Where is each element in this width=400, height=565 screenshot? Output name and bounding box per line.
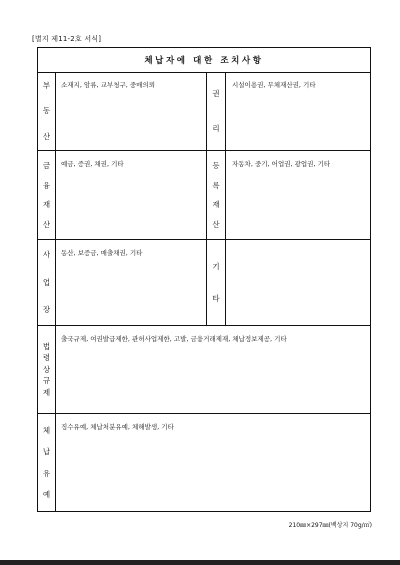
row-legal-regulation bbox=[38, 326, 370, 414]
deferment-content: 징수유예, 체납처분유예, 체해발생, 기타 bbox=[61, 423, 174, 431]
form-title: 체납자에 대한 조치사항 bbox=[144, 56, 264, 66]
label-business: 사 업 장 bbox=[38, 240, 56, 325]
measures-form bbox=[37, 47, 371, 512]
row-real-estate-rights bbox=[38, 72, 370, 151]
real-estate-content: 소재지, 암류, 교부청구, 중매의뢰 bbox=[61, 81, 156, 89]
label-real-estate: 부 동 산 bbox=[38, 72, 56, 150]
business-content: 동산, 보증금, 매출채권, 기타 bbox=[61, 249, 143, 257]
row-deferment bbox=[38, 414, 370, 511]
label-legal-regulation: 법 령 상 규 제 bbox=[38, 326, 56, 413]
registered-content: 자동차, 중기, 어업권, 광업권, 기타 bbox=[232, 160, 331, 168]
bottom-divider bbox=[0, 560, 400, 565]
row-financial-registered bbox=[38, 151, 370, 240]
rights-content: 시설이용권, 무체재산권, 기타 bbox=[232, 81, 316, 89]
label-deferment: 체 납 유 예 bbox=[38, 414, 56, 511]
label-other: 기 타 bbox=[206, 240, 226, 325]
form-number-label: [별지 제11-2호 서식] bbox=[32, 35, 102, 43]
row-business-other bbox=[38, 240, 370, 326]
label-financial: 금 융 재 산 bbox=[38, 151, 56, 239]
label-registered: 등 록 재 산 bbox=[206, 151, 226, 239]
title-row bbox=[38, 48, 370, 73]
legal-regulation-content: 출국규제, 여권발급제한, 관허사업제한, 고발, 금융거래제재, 체납정보제공, 기타 bbox=[61, 335, 287, 343]
label-rights: 권 리 bbox=[206, 72, 226, 150]
financial-content: 예금, 증권, 채권, 기타 bbox=[61, 160, 124, 168]
paper-spec-footer: 210㎜×297㎜(백상지 70g/㎡) bbox=[288, 522, 372, 529]
